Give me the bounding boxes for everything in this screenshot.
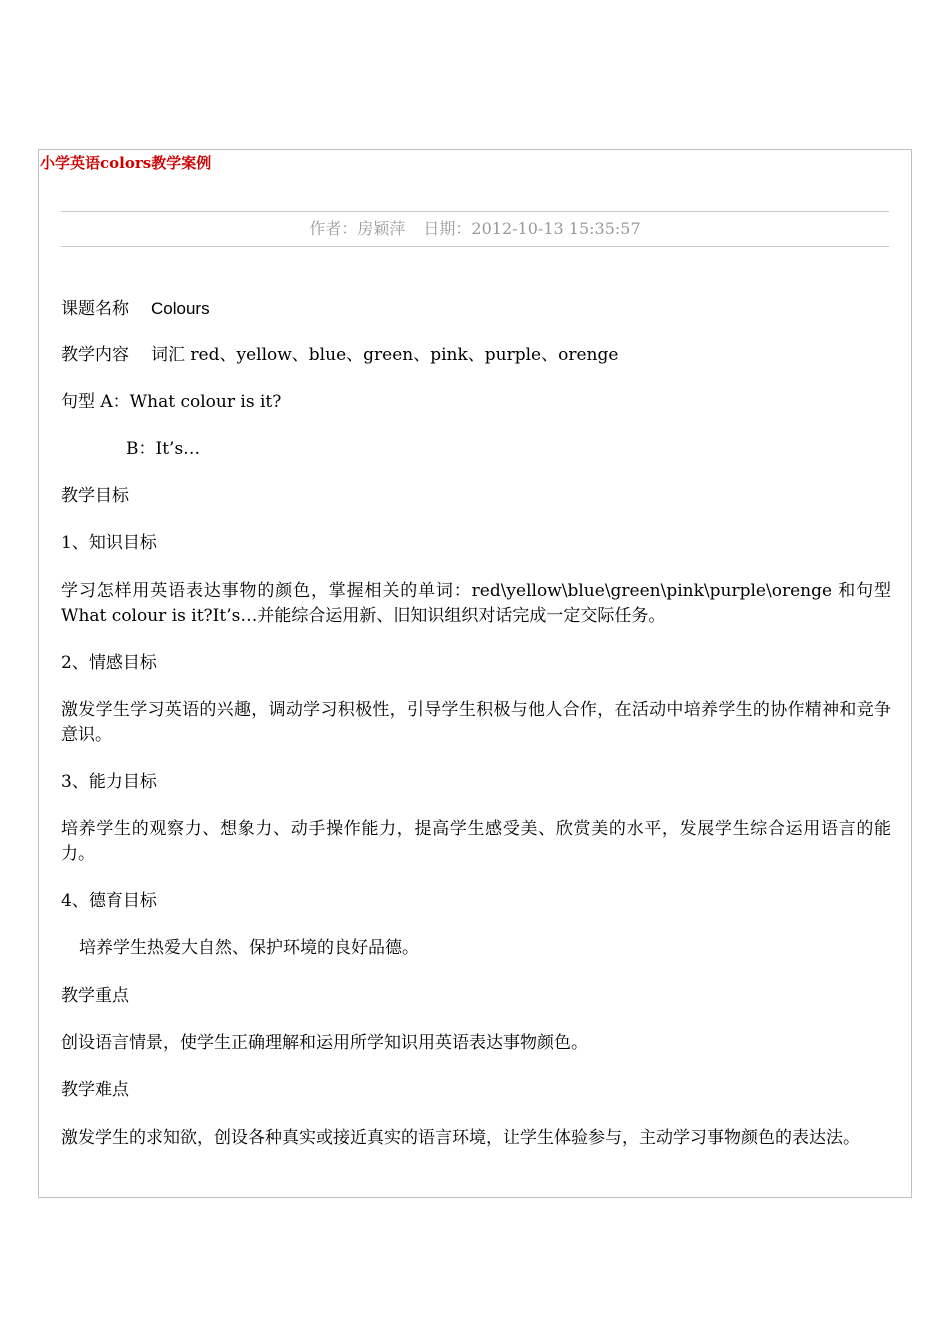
goal3-heading: 3、能力目标 xyxy=(61,772,157,792)
pattern-a-line: 句型 A：What colour is it? xyxy=(61,392,282,412)
article-title: 小学英语colors教学案例 xyxy=(40,154,212,172)
date-label: 日期： xyxy=(423,219,472,238)
author-name: 房颖萍 xyxy=(357,219,406,238)
goal4-text: 培养学生热爱大自然、保护环境的良好品德。 xyxy=(79,938,419,958)
goal4-heading: 4、德育目标 xyxy=(61,891,157,911)
topic-label: 课题名称 xyxy=(61,299,129,319)
goals-heading: 教学目标 xyxy=(61,486,129,506)
difficulty-heading: 教学难点 xyxy=(61,1080,129,1100)
key-text: 创设语言情景，使学生正确理解和运用所学知识用英语表达事物颜色。 xyxy=(61,1033,588,1053)
content-line xyxy=(61,343,618,368)
topic-line xyxy=(61,296,210,322)
difficulty-text: 激发学生的求知欲，创设各种真实或接近真实的语言环境，让学生体验参与，主动学习事物颜色的表达法。 xyxy=(61,1128,860,1148)
content-value: 词汇 red、yellow、blue、green、pink、purple、orenge xyxy=(151,345,619,365)
content-label: 教学内容 xyxy=(61,345,129,365)
goal3-text: 培养学生的观察力、想象力、动手操作能力，提高学生感受美、欣赏美的水平，发展学生综合运用语言的能力。 xyxy=(61,819,891,864)
pattern-b-line: B：It’s… xyxy=(126,439,201,459)
goal2-heading: 2、情感目标 xyxy=(61,653,157,673)
goal1-heading: 1、知识目标 xyxy=(61,533,157,553)
article-meta xyxy=(61,211,889,247)
publish-date: 2012-10-13 15:35:57 xyxy=(471,219,641,238)
goal1-text: 学习怎样用英语表达事物的颜色，掌握相关的单词：red\yellow\blue\green\pink\purple\orenge 和句型 What colour is it?It’s…并能综合运用新、旧知识组织对话完成一定交际任务。 xyxy=(61,581,891,626)
goal2-text: 激发学生学习英语的兴趣，调动学习积极性，引导学生积极与他人合作，在活动中培养学生的协作精神和竞争意识。 xyxy=(61,700,891,745)
key-heading: 教学重点 xyxy=(61,986,129,1006)
topic-value: Colours xyxy=(151,299,210,318)
author-label: 作者： xyxy=(309,219,358,238)
